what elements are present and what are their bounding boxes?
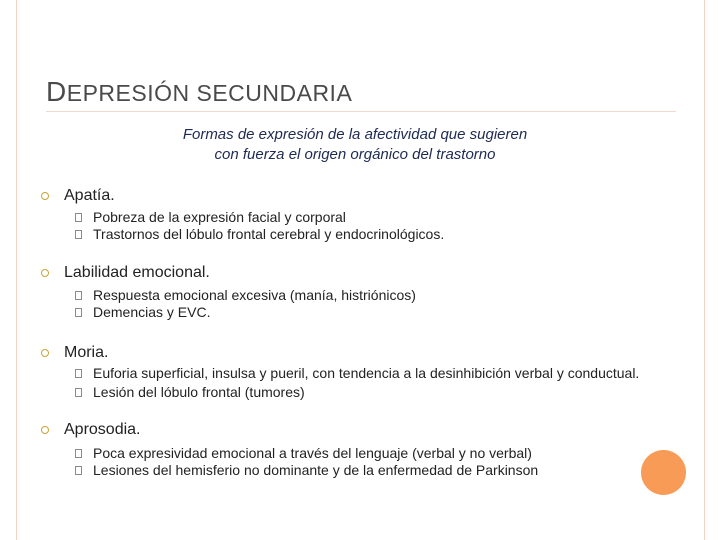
sub-item: [40, 288, 680, 303]
sub-item: [40, 463, 680, 478]
list-item-label-row: [40, 343, 680, 363]
list-item-label-row: [40, 263, 680, 283]
circle-bullet-icon: [41, 426, 49, 434]
sub-item: [40, 227, 680, 242]
square-bullet-icon: [75, 369, 82, 378]
square-bullet-icon: [75, 466, 82, 475]
circle-bullet-icon: [41, 349, 49, 357]
sub-item-text: Lesiones del hemisferio no dominante y de la enfermedad de Parkinson: [93, 462, 539, 478]
circle-bullet-icon: [41, 269, 49, 277]
square-bullet-icon: [75, 230, 82, 239]
square-bullet-icon: [75, 291, 82, 300]
list-item-label: Apatía.: [64, 187, 115, 204]
list-item-label: Aprosodia.: [64, 421, 141, 438]
list-item-aprosodia: [40, 420, 680, 478]
title-initial: D: [46, 76, 67, 107]
square-bullet-icon: [75, 213, 82, 222]
sub-item-text: Respuesta emocional excesiva (manía, histriónicos): [93, 287, 416, 303]
sub-item-text: Lesión del lóbulo frontal (tumores): [93, 384, 305, 400]
list-item-labilidad: [40, 263, 680, 320]
sub-item: [40, 210, 680, 225]
sub-item: [40, 366, 653, 381]
title-divider: [46, 111, 676, 112]
list-item-moria: [40, 343, 680, 400]
list-item-label-row: [40, 186, 680, 206]
sub-item-text: Demencias y EVC.: [93, 304, 211, 320]
subtitle-line-1: Formas de expresión de la afectividad que sugieren: [182, 126, 528, 143]
square-bullet-icon: [75, 388, 82, 397]
bullet-list: [40, 186, 680, 478]
title-rest: EPRESIÓN SECUNDARIA: [66, 80, 353, 106]
sub-item: [40, 446, 680, 461]
sub-item: [40, 385, 680, 400]
list-item-label-row: [40, 420, 680, 440]
circle-bullet-icon: [41, 192, 49, 200]
sub-item-text: Euforia superficial, insulsa y pueril, con tendencia a la desinhibición verbal y conductual.: [93, 365, 640, 381]
subtitle-line-2: con fuerza el origen orgánico del trastorno: [214, 146, 496, 163]
sub-item-text: Poca expresividad emocional a través del lenguaje (verbal y no verbal): [93, 445, 532, 461]
slide-subtitle: [150, 125, 560, 165]
square-bullet-icon: [75, 449, 82, 458]
list-item-label: Moria.: [64, 344, 109, 361]
square-bullet-icon: [75, 308, 82, 317]
sub-item: [40, 305, 680, 320]
slide-title: [46, 76, 352, 108]
list-item-label: Labilidad emocional.: [64, 264, 210, 281]
sub-item-text: Pobreza de la expresión facial y corporal: [93, 209, 346, 225]
sub-item-text: Trastornos del lóbulo frontal cerebral y endocrinológicos.: [93, 226, 445, 242]
list-item-apatia: [40, 186, 680, 242]
decorative-orange-circle: [641, 450, 686, 495]
